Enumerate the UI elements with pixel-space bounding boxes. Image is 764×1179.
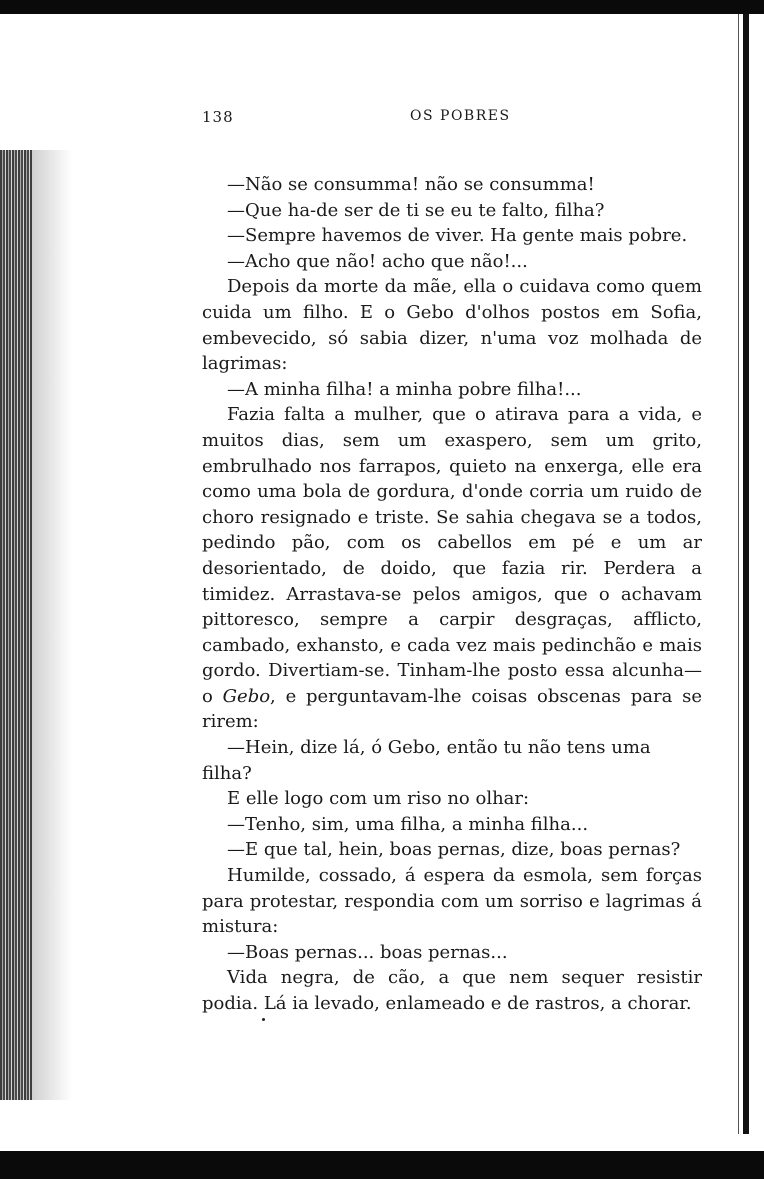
scan-right-edge [743,14,749,1134]
paragraph-text: —Não se consumma! não se consumma! [227,174,595,195]
paragraph [202,198,702,224]
paragraph [202,786,702,812]
scan-top-border [0,0,764,14]
paragraph-text: —Boas pernas... boas pernas... [227,941,508,963]
paragraph-text: —Que ha-de ser de ti se eu te falto, filha? [227,199,605,221]
paragraph [202,274,702,376]
paragraph-text: Vida negra, de cão, a que nem sequer resistir podia. Lá ia levado, enlameado e de rastros, a chorar. [202,967,702,1014]
page-header [202,100,702,130]
book-page [202,100,702,1017]
running-head: OS POBRES [410,108,511,124]
ink-speck [262,1018,265,1021]
paragraph-text: —E que tal, hein, boas pernas, dize, boas pernas? [227,839,681,861]
paragraph [202,249,702,275]
paragraph [202,402,702,735]
paragraph-text: E elle logo com um riso no olhar: [227,788,530,810]
paragraph-text: Fazia falta a mulher, que o atirava para a vida, e muitos dias, sem um exaspero, sem um grito, embrulhado nos farrapos, quieto na enxerga, elle era como uma bola de gordura, d'onde corria um ruido de choro resignado e triste. Se sahia chegava se a todos, pedindo pão, com os cabellos em pé e um ar desorientado, de doido, que fazia rir. Perdera a timidez. Arrastava-se pelos amigos, que o achavam pittoresco, sempre a carpir desgraças, afflicto, cambado, exhansto, e cada vez mais pedinchão e mais gordo. Divertiam-se. Tinham-lhe posto essa alcunha—o [202,404,702,707]
body-text [202,172,702,1017]
paragraph-text: Depois da morte da mãe, ella o cuidava como quem cuida um filho. E o Gebo d'olhos postos em Sofia, embevecido, só sabia dizer, n'uma voz molhada de lagrimas: [202,276,702,375]
scan-binding-shadow [32,150,72,1100]
scan-bottom-border [0,1151,764,1179]
paragraph [202,837,702,863]
paragraph [202,172,702,198]
paragraph-text: —Sempre havemos de viver. Ha gente mais pobre. [227,225,688,247]
paragraph [202,940,702,966]
scan-right-edge-line [738,14,739,1134]
paragraph-text: —Tenho, sim, uma filha, a minha filha... [227,813,589,835]
paragraph [202,965,702,1016]
paragraph [202,812,702,838]
paragraph [202,863,702,940]
paragraph-text: —A minha filha! a minha pobre filha!... [227,378,582,400]
paragraph [202,223,702,249]
paragraph [202,377,702,403]
paragraph [202,735,702,786]
page-number: 138 [202,108,234,126]
italic-nickname: Gebo [222,685,271,707]
paragraph-text: —Hein, dize lá, ó Gebo, então tu não tens uma filha? [202,737,651,784]
paragraph-text: , e perguntavam-lhe coisas obscenas para se rirem: [202,685,702,733]
paragraph-text: Humilde, cossado, á espera da esmola, sem forças para protestar, respondia com um sorriso e lagrimas á mistura: [202,865,702,938]
scan-binding-edge [0,150,32,1100]
paragraph-text: —Acho que não! acho que não!... [227,250,528,272]
